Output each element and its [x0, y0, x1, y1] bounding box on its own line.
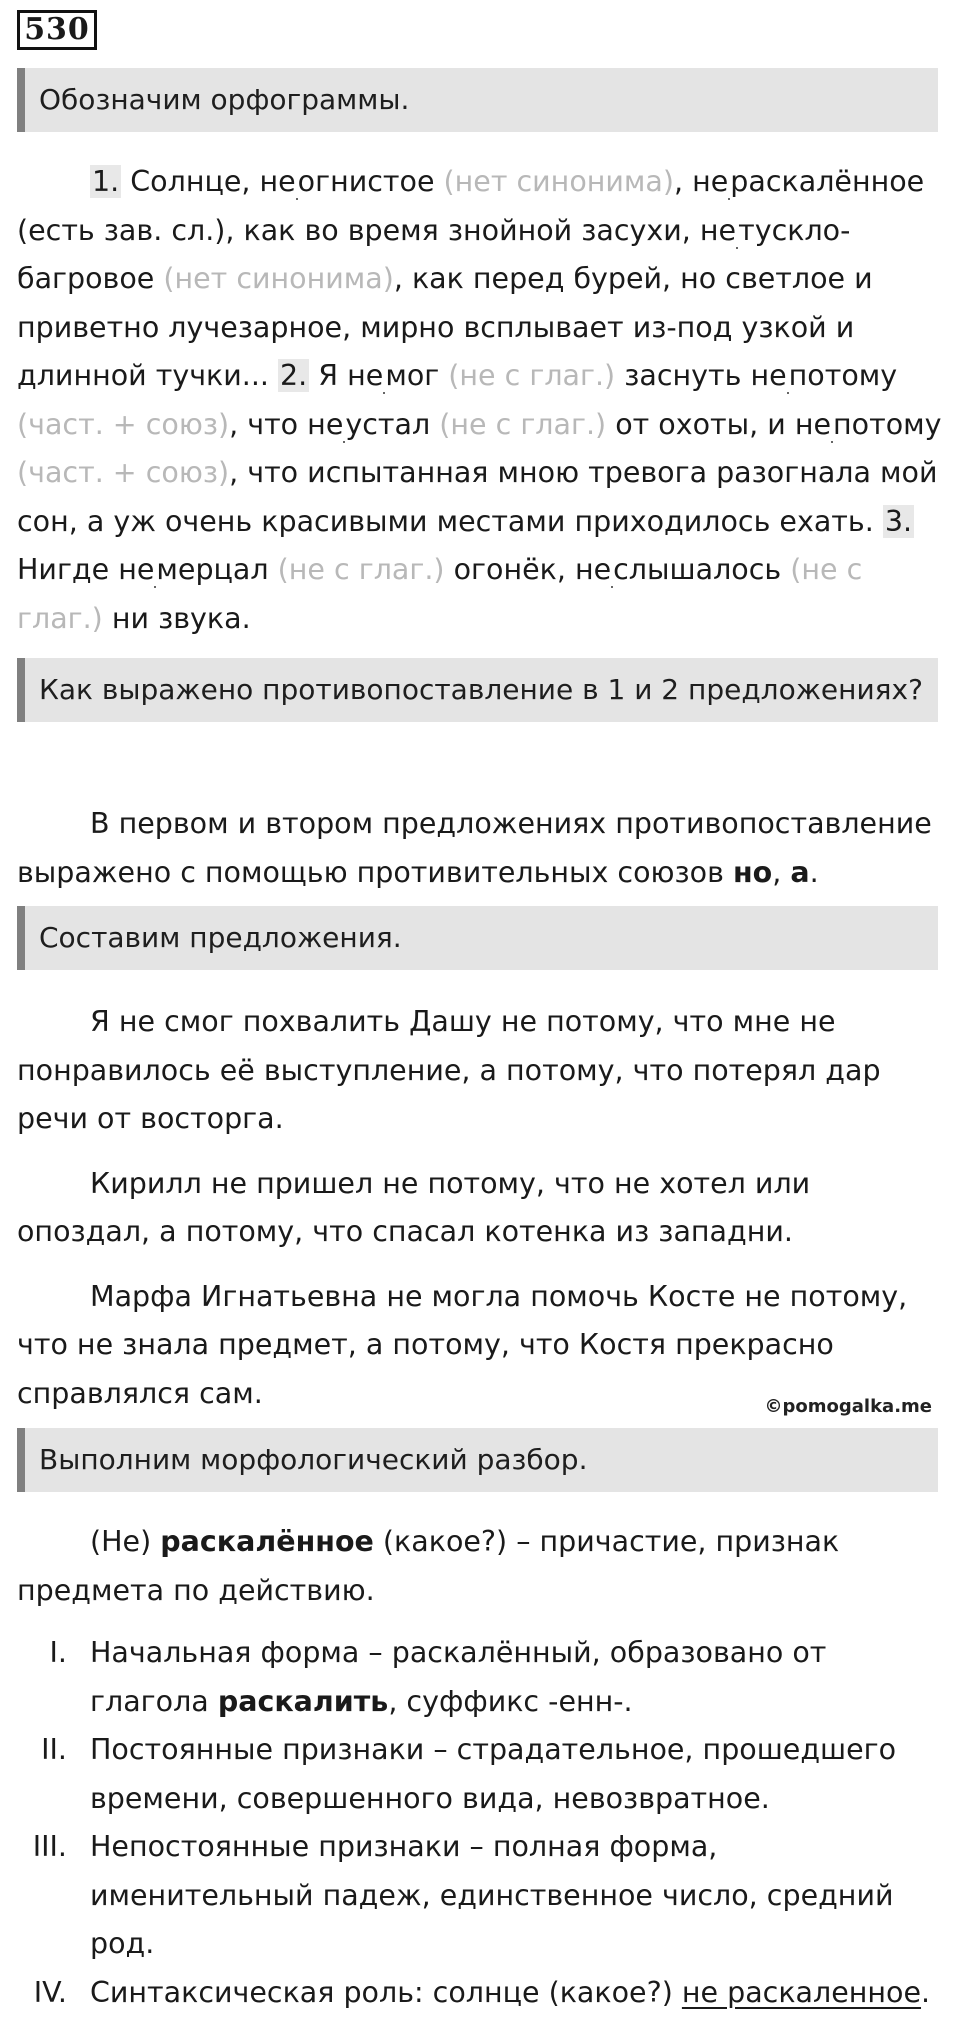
sentence-number: 1.: [92, 165, 120, 198]
bold-word: раскалённое: [160, 1525, 374, 1558]
gray-note: (част. + союз): [17, 407, 230, 441]
text-span: Начальная форма – раскалённый, образовано от глагола: [90, 1636, 827, 1718]
list-number: I.: [49, 1636, 67, 1669]
section-header-contrast: Как выражено противопоставление в 1 и 2 предложениях?: [17, 658, 938, 722]
bold-word: раскалить: [217, 1684, 389, 1718]
text-span: раскалённое (есть зав. сл.), как во время знойной засухи, не: [17, 165, 925, 247]
morph-list: [17, 1629, 942, 2017]
underlined-word: не раскаленное: [681, 1975, 922, 2009]
gray-note: (нет синонима): [443, 165, 674, 198]
text-span: от охоты, и не: [606, 407, 832, 441]
bold-conjunction: а: [790, 855, 810, 889]
gray-note: (не с глаг.): [439, 407, 607, 441]
answer-paragraph: [17, 800, 942, 897]
list-item: [17, 1726, 942, 1823]
text-span: , что не: [229, 407, 344, 441]
orthogram-paragraph: [17, 158, 942, 643]
list-item: [17, 1969, 942, 2018]
gray-note: (част. + союз): [17, 456, 230, 489]
list-number: II.: [41, 1733, 67, 1766]
bold-conjunction: но: [732, 855, 773, 889]
section-header-sentences: Составим предложения.: [17, 906, 938, 970]
text-span: потому: [788, 359, 898, 392]
text-span: заснуть не: [615, 359, 787, 392]
text-span: , не: [674, 165, 729, 198]
section-header-morphology: Выполним морфологический разбор.: [17, 1428, 938, 1492]
text-span: (Не): [90, 1525, 161, 1558]
composed-sentence: Я не смог похвалить Дашу не потому, что мне не понравилось её выступление, а потому, что потерял дар речи от восторга.: [17, 1005, 881, 1135]
text-span: (какое?) – причастие, признак предмета по действию.: [17, 1525, 840, 1607]
gray-note: (не с глаг.): [277, 553, 445, 586]
text-span: Я не: [309, 359, 384, 392]
text-span: .: [921, 1975, 931, 2009]
text-span: ни звука.: [102, 601, 251, 635]
text-span: , суффикс -енн-.: [388, 1684, 633, 1718]
section-header-orthograms: Обозначим орфограммы.: [17, 68, 938, 132]
composed-sentence: Марфа Игнатьевна не могла помочь Косте не потому, что не знала предмет, а потому, что Костя прекрасно справлялся сам.: [17, 1279, 908, 1410]
gray-note: (не с глаг.): [448, 359, 616, 392]
sentence-number: 2.: [280, 359, 308, 392]
list-item: [17, 1629, 942, 1726]
text-span: , что испытанная мною тревога разогнала мой сон, а уж очень красивыми местами приходилось ехать.: [17, 456, 938, 538]
orthogram-text: [17, 158, 942, 657]
text-span: ,: [772, 855, 791, 889]
task-number: 530: [17, 10, 97, 50]
gray-note: (нет синонима): [163, 262, 394, 295]
morphology-analysis: [17, 1518, 942, 2017]
text-span: огнистое: [297, 165, 444, 198]
list-number: III.: [32, 1830, 67, 1863]
text-span: Солнце, не: [121, 165, 296, 198]
text-span: потому: [833, 407, 942, 441]
text-span: Нигде не: [17, 553, 155, 586]
text-span: тускло-багровое: [17, 213, 851, 295]
text-span: .: [809, 855, 819, 889]
sentence-number: 3.: [884, 504, 913, 538]
text-span: огонёк, не: [444, 553, 612, 586]
list-number: IV.: [33, 1975, 67, 2009]
watermark: ©pomogalka.me: [764, 1396, 932, 1417]
text-span: мерцал: [156, 553, 278, 586]
text-span: В первом и втором предложениях противопоставление выражено с помощью противительных союзов: [17, 807, 932, 889]
text-span: слышалось: [613, 553, 791, 586]
contrast-answer: [17, 800, 942, 911]
text-span: Синтаксическая роль: солнце (какое?): [90, 1975, 682, 2009]
composed-sentence: Кирилл не пришел не потому, что не хотел или опоздал, а потому, что спасал котенка из западни.: [17, 1166, 811, 1248]
text-span: , как перед бурей, но светлое и приветно лучезарное, мирно всплывает из-под узкой и длинной тучки...: [17, 262, 873, 392]
text-span: мог: [385, 359, 449, 392]
gray-note: (не с глаг.): [17, 553, 863, 635]
text-span: устал: [345, 407, 440, 441]
text-span: Непостоянные признаки – полная форма, именительный падеж, единственное число, средний род.: [90, 1830, 894, 1960]
morph-intro: [17, 1518, 942, 1615]
text-span: Постоянные признаки – страдательное, прошедшего времени, совершенного вида, невозвратное.: [90, 1733, 897, 1815]
list-item: [17, 1823, 942, 1969]
composed-sentences: [17, 998, 942, 1432]
